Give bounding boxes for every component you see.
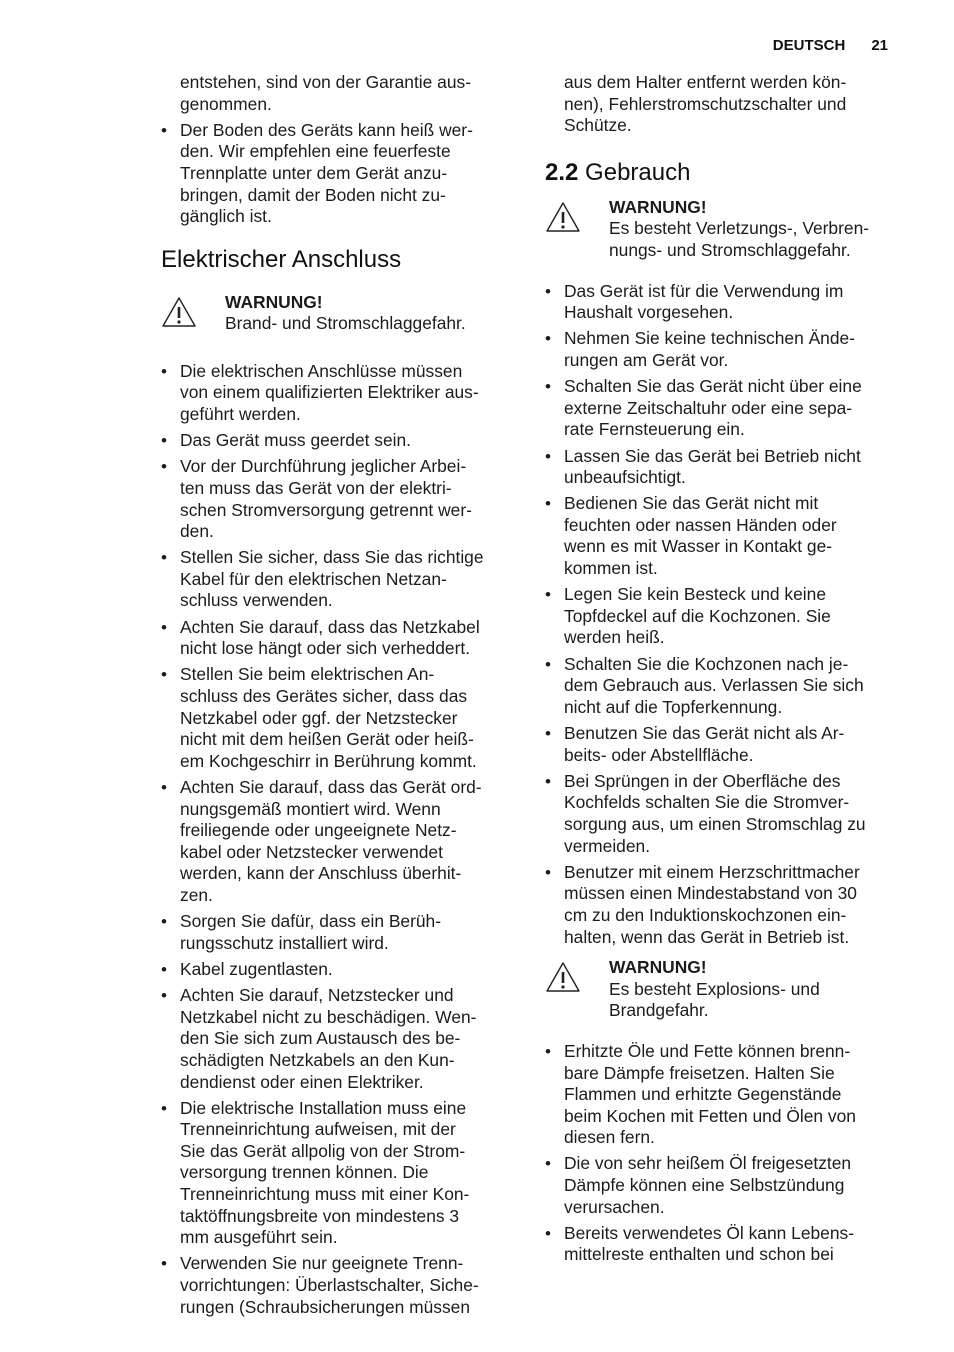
text-line: vermeiden.	[564, 835, 651, 856]
right-intro-text	[545, 72, 901, 137]
text-line: Es besteht Explosions- und	[609, 978, 820, 999]
list-item	[161, 911, 513, 954]
text-line: Kochfelds schalten Sie die Stromver-	[564, 792, 850, 813]
text-line: cm zu den Induktionskochzonen ein-	[564, 904, 847, 925]
text-line: den. Wir empfehlen eine feuerfeste	[180, 141, 451, 162]
text-line: dem Gebrauch aus. Verlassen Sie sich	[564, 675, 864, 696]
text-line: • Bereits verwendetes Öl kann Lebens-	[564, 1222, 855, 1243]
text-line: • Achten Sie darauf, dass das Gerät ord-	[180, 777, 482, 797]
text-line: • Sorgen Sie dafür, dass ein Berüh-	[180, 911, 442, 932]
text-line: müssen einen Mindestabstand von 30	[564, 883, 857, 904]
list-item	[161, 617, 513, 660]
list-item	[545, 376, 901, 441]
text-line: • Die elektrischen Anschlüsse müssen	[180, 360, 463, 381]
text-line: mm ausgeführt sein.	[180, 1227, 338, 1248]
text-line: rate Fernsteuerung ein.	[564, 419, 745, 440]
section-heading-gebrauch	[545, 158, 901, 188]
list-item	[161, 777, 513, 907]
header-language: DEUTSCH	[772, 37, 846, 54]
warning-triangle-icon	[545, 201, 581, 233]
list-item	[545, 584, 901, 649]
list-item	[161, 456, 513, 542]
text-line: schen Stromversorgung getrennt wer-	[180, 499, 472, 520]
text-line: rungen am Gerät vor.	[564, 349, 729, 370]
list-item	[161, 1253, 513, 1318]
text-line: nen), Fehlerstromschutzschalter und	[564, 93, 847, 114]
text-line: werden, kann der Anschluss überhit-	[180, 863, 462, 884]
text-line: nicht auf die Topferkennung.	[564, 696, 783, 717]
text-line: schluss des Gerätes sicher, dass das	[180, 686, 468, 707]
text-line: • Vor der Durchführung jeglicher Arbei-	[180, 456, 467, 477]
warning-text	[609, 957, 901, 1022]
text-line: bare Dämpfe freisetzen. Halten Sie	[564, 1062, 835, 1083]
list-item	[161, 959, 513, 981]
text-line: • Lassen Sie das Gerät bei Betrieb nicht	[564, 445, 861, 466]
section-number: 2.2	[545, 158, 579, 186]
text-line: Haushalt vorgesehen.	[564, 302, 734, 323]
warning-triangle-icon	[161, 296, 197, 328]
text-line: • Das Gerät ist für die Verwendung im	[564, 280, 844, 301]
text-line: Trenneinrichtung muss mit einer Kon-	[180, 1184, 470, 1205]
left-column	[161, 72, 513, 1323]
text-line: beits- oder Abstellfläche.	[564, 744, 754, 765]
text-line: Es besteht Verletzungs-, Verbren-	[609, 218, 870, 239]
list-item	[161, 430, 513, 452]
text-line: rungsschutz installiert wird.	[180, 932, 389, 953]
list-item	[161, 547, 513, 612]
text-line: • Achten Sie darauf, Netzstecker und	[180, 985, 454, 1006]
list-item	[545, 1041, 901, 1149]
text-line: • Das Gerät muss geerdet sein.	[180, 430, 412, 451]
text-line: versorgung trennen können. Die	[180, 1162, 429, 1183]
text-line: • Verwenden Sie nur geeignete Trenn-	[180, 1253, 464, 1274]
text-line: Topfdeckel auf die Kochzonen. Sie	[564, 605, 831, 626]
text-line: • Schalten Sie das Gerät nicht über eine	[564, 376, 862, 397]
warning-text	[225, 292, 513, 335]
text-line: unbeaufsichtigt.	[564, 467, 686, 488]
text-line: kommen ist.	[564, 558, 658, 579]
page-number: 21	[871, 37, 888, 54]
text-line: Schütze.	[564, 115, 632, 136]
right-bullet-list-2	[545, 1041, 901, 1266]
text-line: beim Kochen mit Fetten und Ölen von	[564, 1105, 856, 1126]
list-item	[545, 328, 901, 371]
warning-box	[545, 197, 901, 262]
list-item	[545, 1223, 901, 1266]
text-line: mittelreste enthalten und schon bei	[564, 1244, 834, 1265]
text-line: • Der Boden des Geräts kann heiß wer-	[180, 119, 473, 140]
text-line: Netzkabel nicht zu beschädigen. Wen-	[180, 1006, 477, 1027]
text-line: werden heiß.	[564, 627, 665, 648]
text-line: Brand- und Stromschlaggefahr.	[225, 313, 466, 334]
left-intro-text	[161, 72, 513, 115]
list-item	[161, 120, 513, 228]
list-item	[545, 771, 901, 857]
text-line: externe Zeitschaltuhr oder eine sepa-	[564, 397, 853, 418]
text-line: Kabel für den elektrischen Netzan-	[180, 568, 447, 589]
warning-title: WARNUNG!	[609, 957, 707, 978]
text-line: aus dem Halter entfernt werden kön-	[564, 72, 847, 92]
text-line: Trenneinrichtung aufweisen, mit der	[180, 1119, 456, 1140]
left-top-bullet-list	[161, 120, 513, 228]
list-item	[161, 985, 513, 1093]
text-line: • Schalten Sie die Kochzonen nach je-	[564, 653, 849, 674]
text-line: • Stellen Sie sicher, dass Sie das richtige	[180, 547, 484, 568]
text-line: ten muss das Gerät von der elektri-	[180, 477, 452, 498]
list-item	[545, 862, 901, 948]
text-line: genommen.	[180, 93, 272, 114]
text-line: Netzkabel oder ggf. der Netzstecker	[180, 707, 458, 728]
text-line: • Kabel zugentlasten.	[180, 958, 333, 979]
text-line: • Erhitzte Öle und Fette können brenn-	[564, 1040, 851, 1061]
list-item	[161, 664, 513, 772]
page-header	[773, 37, 888, 54]
text-line: vorrichtungen: Überlastschalter, Siche-	[180, 1275, 479, 1296]
text-line: • Die elektrische Installation muss eine	[180, 1097, 467, 1118]
section-heading-elektrischer-anschluss: Elektrischer Anschluss	[161, 245, 402, 273]
text-line: Dämpfe können eine Selbstzündung	[564, 1175, 845, 1196]
warning-title: WARNUNG!	[609, 196, 707, 217]
text-line: von einem qualifizierten Elektriker aus-	[180, 382, 479, 403]
text-line: taktöffnungsbreite von mindestens 3	[180, 1205, 460, 1226]
list-item	[545, 281, 901, 324]
warning-box	[545, 957, 901, 1022]
text-line: Flammen und erhitzte Gegenstände	[564, 1084, 842, 1105]
right-bullet-list-1	[545, 281, 901, 949]
text-line: em Kochgeschirr in Berührung kommt.	[180, 750, 477, 771]
text-line: schluss verwenden.	[180, 590, 333, 611]
text-line: sorgung aus, um einen Stromschlag zu	[564, 813, 866, 834]
text-line: nungsgemäß montiert wird. Wenn	[180, 798, 441, 819]
warning-triangle-icon	[545, 961, 581, 993]
text-line: kabel oder Netzstecker verwendet	[180, 841, 443, 862]
text-line: wenn es mit Wasser in Kontakt ge-	[564, 536, 833, 557]
warning-text	[609, 197, 901, 262]
text-line: schädigten Netzkabels an den Kun-	[180, 1049, 455, 1070]
text-line: Brandgefahr.	[609, 1000, 709, 1021]
text-line: • Nehmen Sie keine technischen Ände-	[564, 328, 855, 349]
list-item	[545, 446, 901, 489]
text-line: dendienst oder einen Elektriker.	[180, 1071, 424, 1092]
list-item	[161, 361, 513, 426]
text-line: gänglich ist.	[180, 206, 272, 227]
text-line: nicht mit dem heißen Gerät oder heiß-	[180, 729, 474, 750]
right-column	[545, 72, 901, 1271]
text-line: zen.	[180, 884, 213, 905]
list-item	[545, 654, 901, 719]
warning-box	[161, 292, 513, 342]
list-item	[545, 723, 901, 766]
text-line: verursachen.	[564, 1196, 665, 1217]
text-line: Sie das Gerät allpolig von der Strom-	[180, 1140, 466, 1161]
warning-title: WARNUNG!	[225, 291, 323, 312]
text-line: den.	[180, 521, 214, 542]
text-line: bringen, damit der Boden nicht zu-	[180, 184, 446, 205]
text-line: halten, wenn das Gerät in Betrieb ist.	[564, 926, 850, 947]
text-line: • Benutzer mit einem Herzschrittmacher	[564, 861, 860, 882]
text-line: • Stellen Sie beim elektrischen An-	[180, 664, 435, 685]
list-item	[161, 1098, 513, 1249]
text-line: • Bei Sprüngen in der Oberfläche des	[564, 770, 841, 791]
text-line: Trennplatte unter dem Gerät anzu-	[180, 162, 448, 183]
list-item	[545, 1153, 901, 1218]
text-line: • Achten Sie darauf, dass das Netzkabel	[180, 616, 480, 637]
text-line: • Die von sehr heißem Öl freigesetzten	[564, 1153, 852, 1174]
left-bullet-list	[161, 361, 513, 1318]
text-line: den Sie sich zum Austausch des be-	[180, 1028, 461, 1049]
text-line: • Benutzen Sie das Gerät nicht als Ar-	[564, 723, 845, 743]
text-line: diesen fern.	[564, 1127, 655, 1148]
text-line: nicht lose hängt oder sich verheddert.	[180, 638, 471, 659]
list-item	[545, 493, 901, 579]
text-line: feuchten oder nassen Händen oder	[564, 514, 837, 535]
text-line: nungs- und Stromschlaggefahr.	[609, 239, 851, 260]
text-line: geführt werden.	[180, 403, 301, 424]
text-line: • Legen Sie kein Besteck und keine	[564, 584, 827, 605]
text-line: freiliegende oder ungeeignete Netz-	[180, 820, 457, 841]
section-title: Gebrauch	[585, 158, 691, 186]
text-line: • Bedienen Sie das Gerät nicht mit	[564, 493, 819, 514]
text-line: entstehen, sind von der Garantie aus-	[180, 72, 471, 92]
text-line: rungen (Schraubsicherungen müssen	[180, 1296, 471, 1317]
